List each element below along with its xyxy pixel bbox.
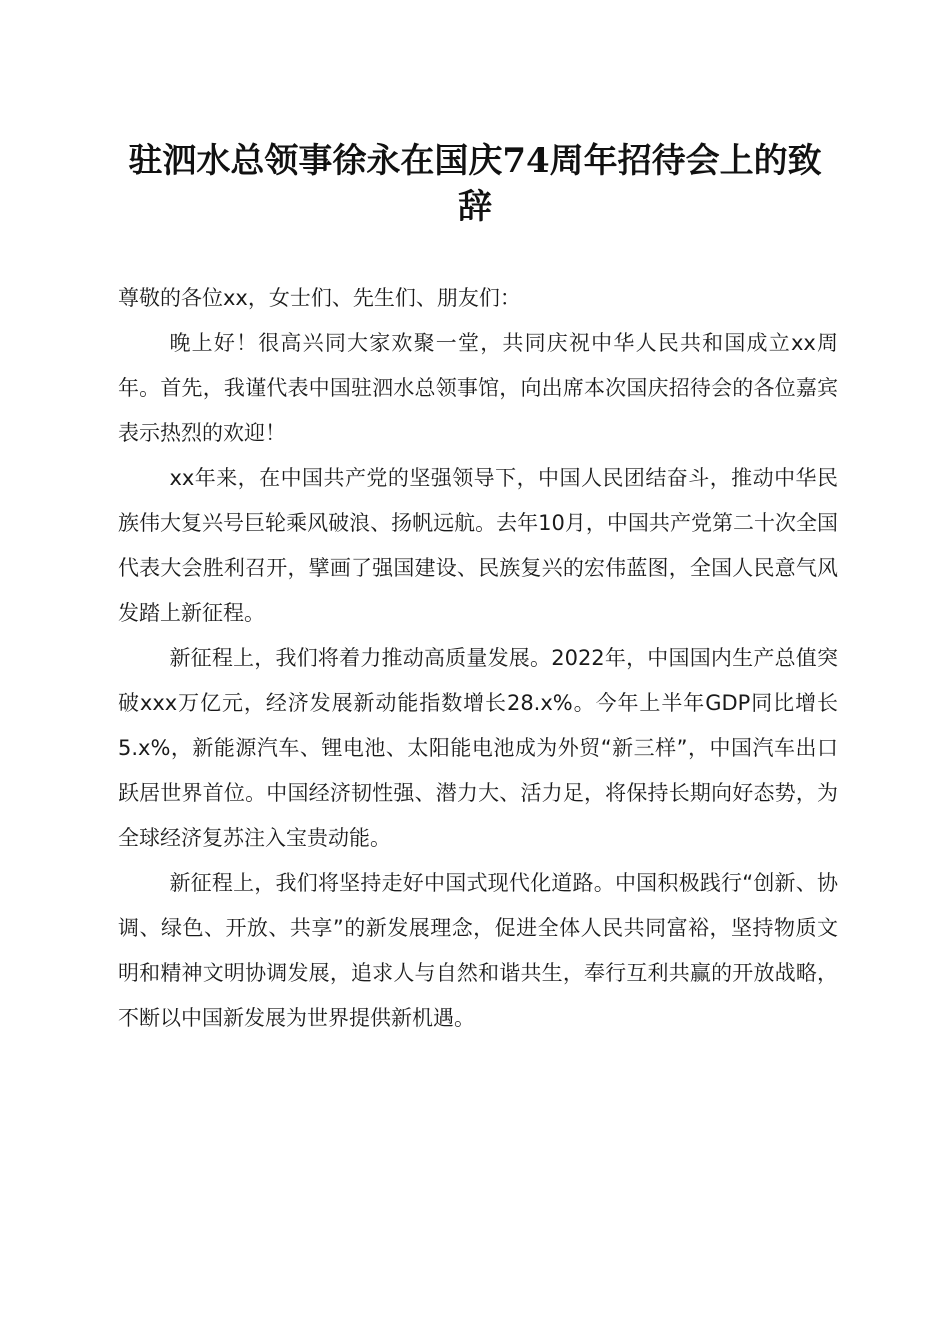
document-title: 驻泗水总领事徐永在国庆74周年招待会上的致辞 [128, 141, 822, 227]
paragraph-economy: 新征程上，我们将着力推动高质量发展。2022年，中国国内生产总值突破xxx万亿元，经济发展新动能指数增长28.x%。今年上半年GDP同比增长5.x%，新能源汽车、锂电池、太阳能电池成为外贸“新三样”，中国汽车出口跃居世界首位。中国经济韧性强、潜力大、活力足，将保持长期向好态势，为全球经济复苏注入宝贵动能。 [118, 646, 838, 850]
document-body [118, 276, 838, 1041]
paragraph-history: xx年来，在中国共产党的坚强领导下，中国人民团结奋斗，推动中华民族伟大复兴号巨轮乘风破浪、扬帆远航。去年10月，中国共产党第二十次全国代表大会胜利召开，擘画了强国建设、民族复兴的宏伟蓝图，全国人民意气风发踏上新征程。 [118, 466, 838, 625]
salutation: 尊敬的各位xx，女士们、先生们、朋友们： [118, 286, 521, 310]
paragraph-modernization: 新征程上，我们将坚持走好中国式现代化道路。中国积极践行“创新、协调、绿色、开放、共享”的新发展理念，促进全体人民共同富裕，坚持物质文明和精神文明协调发展，追求人与自然和谐共生，奉行互利共赢的开放战略，不断以中国新发展为世界提供新机遇。 [118, 871, 838, 1030]
paragraph-opening: 晚上好！很高兴同大家欢聚一堂，共同庆祝中华人民共和国成立xx周年。首先，我谨代表中国驻泗水总领事馆，向出席本次国庆招待会的各位嘉宾表示热烈的欢迎！ [118, 331, 838, 445]
